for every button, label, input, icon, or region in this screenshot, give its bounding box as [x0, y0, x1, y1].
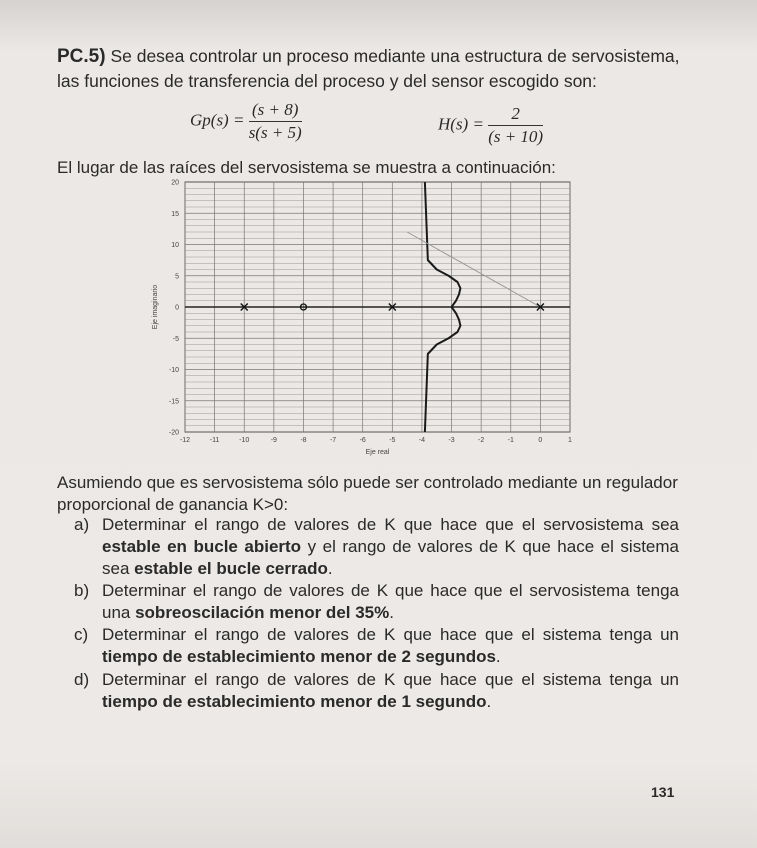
question-c	[74, 624, 679, 668]
chart-ticks	[169, 180, 572, 445]
x-tick-label: 1	[568, 437, 572, 444]
question-letter: d)	[74, 670, 90, 689]
x-tick-label: -4	[418, 437, 426, 444]
question-text: .	[486, 692, 492, 711]
question-text: .	[389, 603, 394, 622]
root-locus-chart	[0, 170, 757, 460]
question-text: .	[495, 647, 501, 666]
x-tick-label: -10	[239, 437, 250, 444]
h-lhs: H(s) =	[438, 114, 484, 134]
x-tick-label: -12	[179, 437, 191, 444]
page-number: 131	[651, 784, 675, 800]
gp-lhs: Gp(s) =	[190, 110, 245, 130]
h-denominator: (s + 10)	[488, 127, 544, 146]
problem-label: PC.5)	[57, 46, 106, 67]
question-text: y el rango de valores de K que hace el sistema sea	[102, 537, 679, 578]
question-text: Determinar el rango de valores de K que hace que el servosistema sea	[102, 515, 679, 534]
gp-numerator: (s + 8)	[249, 100, 302, 122]
assumption	[57, 472, 678, 516]
y-tick-label: 15	[171, 210, 179, 218]
x-tick-label: -8	[300, 437, 307, 444]
y-tick-label: -15	[168, 398, 179, 406]
assumption-line-1: Asumiendo que es servosistema sólo puede ser controlado mediante un regulador	[57, 473, 678, 492]
y-tick-label: 5	[175, 273, 179, 281]
y-tick-label: 0	[175, 304, 179, 312]
x-tick-label: -2	[478, 437, 485, 444]
h-numerator: 2	[488, 104, 543, 126]
gp-fraction	[249, 100, 302, 143]
chart-grid	[185, 182, 570, 432]
question-a	[74, 514, 679, 580]
problem-header	[57, 44, 697, 93]
question-bold: estable el bucle cerrado	[134, 559, 328, 578]
question-bold: estable en bucle abierto	[102, 537, 302, 556]
question-text: Determinar el rango de valores de K que hace que el servosistema tenga una	[102, 581, 679, 622]
question-text: Determinar el rango de valores de K que hace que el sistema tenga un	[102, 670, 679, 689]
question-letter: b)	[74, 581, 90, 600]
question-d	[74, 669, 679, 713]
x-tick-label: -9	[270, 437, 277, 444]
question-bold: tiempo de establecimiento menor de 1 segundo	[102, 692, 487, 711]
x-tick-label: -11	[209, 437, 220, 444]
gp-denominator: s(s + 5)	[248, 123, 302, 142]
assumption-line-2: proporcional de ganancia K>0:	[57, 495, 289, 514]
question-bold: tiempo de establecimiento menor de 2 segundos	[102, 647, 496, 666]
x-tick-label: -1	[507, 437, 514, 444]
gp-formula	[190, 100, 302, 143]
question-letter: c)	[74, 625, 89, 644]
question-bold: sobreoscilación menor del 35%	[135, 603, 390, 622]
h-fraction	[488, 104, 543, 147]
x-tick-label: -7	[329, 437, 337, 444]
y-axis-label: Eje imaginario	[152, 284, 159, 330]
question-text: Determinar el rango de valores de K que hace que el sistema tenga un	[102, 625, 679, 644]
locus-intro: El lugar de las raíces del servosistema se muestra a continuación:	[57, 158, 556, 177]
y-tick-label: -10	[168, 367, 179, 374]
question-letter: a)	[74, 515, 90, 534]
x-axis-label: Eje real	[365, 449, 390, 456]
problem-intro-2: las funciones de transferencia del proceso y del sensor escogido son:	[57, 71, 597, 91]
h-formula	[438, 104, 543, 147]
y-tick-label: -5	[172, 335, 179, 343]
x-tick-label: -6	[359, 437, 366, 444]
y-tick-label: -20	[168, 429, 179, 437]
y-tick-label: 10	[171, 242, 179, 249]
problem-intro-1: Se desea controlar un proceso mediante una estructura de servosistema,	[110, 46, 680, 66]
x-tick-label: -3	[448, 437, 455, 444]
y-tick-label: 20	[171, 179, 179, 187]
question-b	[74, 580, 679, 624]
x-tick-label: -5	[389, 437, 396, 444]
question-text: .	[327, 559, 333, 578]
x-tick-label: 0	[538, 437, 543, 444]
